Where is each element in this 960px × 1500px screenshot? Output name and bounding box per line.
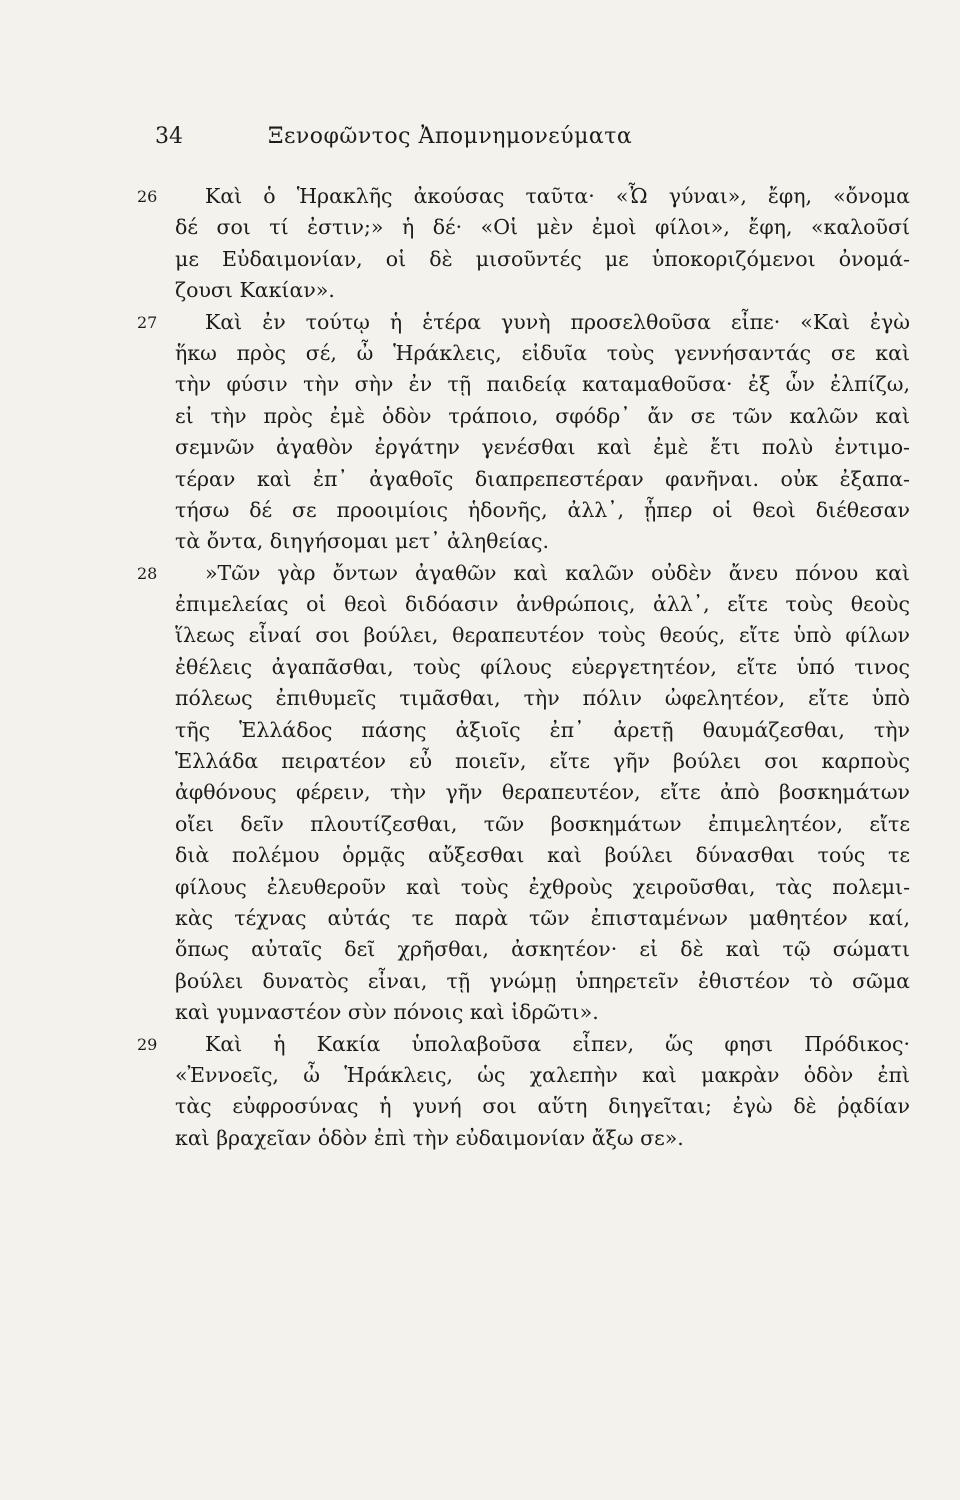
text-line: ἵλεως εἶναί σοι βούλει, θεραπευτέον τοὺς θεούς, εἴτε ὑπὸ φίλων [175, 623, 910, 648]
text-line: ὅπως αὐταῖς δεῖ χρῆσθαι, ἀσκητέον· εἰ δὲ καὶ τῷ σώματι [175, 937, 910, 962]
line-text: »Τῶν γὰρ ὄντων ἀγαθῶν καὶ καλῶν οὐδὲν ἄνευ πόνου καὶ [205, 560, 910, 585]
text-line: εἰ τὴν πρὸς ἐμὲ ὁδὸν τράποιο, σφόδρ᾽ ἄν σε τῶν καλῶν καὶ [175, 403, 910, 428]
text-line: βούλει δυνατὸς εἶναι, τῇ γνώμῃ ὑπηρετεῖν ἐθιστέον τὸ σῶμα [175, 968, 910, 993]
text-line: τῆς Ἑλλάδος πάσης ἀξιοῖς ἐπ᾽ ἀρετῇ θαυμάζεσθαι, τὴν [175, 717, 910, 742]
text-line: κὰς τέχνας αὐτάς τε παρὰ τῶν ἐπισταμένων μαθητέον καί, [175, 905, 910, 930]
text-line: σεμνῶν ἀγαθὸν ἐργάτην γενέσθαι καὶ ἐμὲ ἔτι πολὺ ἐντιμο- [175, 435, 910, 460]
section-number: 27 [137, 312, 158, 332]
text-line: φίλους ἐλευθεροῦν καὶ τοὺς ἐχθροὺς χειροῦσθαι, τὰς πολεμι- [175, 874, 910, 899]
text-line: ἐπιμελείας οἱ θεοὶ διδόασιν ἀνθρώποις, ἀλλ᾽, εἴτε τοὺς θεοὺς [175, 592, 910, 617]
text-line: διὰ πολέμου ὁρμᾷς αὔξεσθαι καὶ βούλει δύνασθαι τούς τε [175, 843, 910, 868]
section-number: 28 [137, 563, 158, 583]
text-line: τὴν φύσιν τὴν σὴν ἐν τῇ παιδείᾳ καταμαθοῦσα· ἐξ ὧν ἐλπίζω, [175, 372, 910, 397]
text-line [137, 181, 910, 212]
text-line: ἥκω πρὸς σέ, ὦ Ἡράκλεις, εἰδυῖα τοὺς γεννήσαντάς σε καὶ [175, 340, 910, 365]
text-line: δέ σοι τί ἐστιν;» ἡ δέ· «Οἱ μὲν ἐμοὶ φίλοι», ἔφη, «καλοῦσί [175, 215, 910, 240]
page-header [0, 122, 960, 162]
text-line [137, 307, 910, 338]
text-line: καὶ βραχεῖαν ὁδὸν ἐπὶ τὴν εὐδαιμονίαν ἄξω σε». [175, 1125, 684, 1150]
section-number: 29 [137, 1034, 158, 1054]
text-line: τέραν καὶ ἐπ᾽ ἀγαθοῖς διαπρεπεστέραν φανῆναι. οὐκ ἐξαπα- [175, 466, 910, 491]
text-line: τήσω δέ σε προοιμίοις ἡδονῆς, ἀλλ᾽, ᾗπερ οἱ θεοὶ διέθεσαν [175, 497, 910, 522]
text-line: ἐθέλεις ἀγαπᾶσθαι, τοὺς φίλους εὐεργετητέον, εἴτε ὑπό τινος [175, 654, 910, 679]
running-title: Ξενοφῶντος Ἀπομνημονεύματα [268, 124, 633, 149]
text-line: με Εὐδαιμονίαν, οἱ δὲ μισοῦντές με ὑποκοριζόμενοι ὀνομά- [175, 246, 910, 271]
text-line: πόλεως ἐπιθυμεῖς τιμᾶσθαι, τὴν πόλιν ὠφελητέον, εἴτε ὑπὸ [175, 686, 910, 711]
body-text [137, 181, 910, 1154]
text-line: «Ἐννοεῖς, ὦ Ἡράκλεις, ὡς χαλεπὴν καὶ μακρὰν ὁδὸν ἐπὶ [175, 1062, 910, 1087]
text-line: τὰς εὐφροσύνας ἡ γυνή σοι αὕτη διηγεῖται; ἐγὼ δὲ ῥᾳδίαν [175, 1094, 910, 1119]
line-text: Καὶ ἐν τούτῳ ἡ ἑτέρα γυνὴ προσελθοῦσα εἶπε· «Καὶ ἐγὼ [205, 309, 910, 334]
text-line: καὶ γυμναστέον σὺν πόνοις καὶ ἱδρῶτι». [175, 1000, 599, 1025]
text-line [137, 1029, 910, 1060]
text-line: τὰ ὄντα, διηγήσομαι μετ᾽ ἀληθείας. [175, 529, 549, 554]
page-number: 34 [155, 124, 183, 149]
line-text: Καὶ ὁ Ἡρακλῆς ἀκούσας ταῦτα· «Ὦ γύναι», ἔφη, «ὄνομα [205, 184, 910, 208]
line-text: Καὶ ἡ Κακία ὑπολαβοῦσα εἶπεν, ὥς φησι Πρόδικος· [205, 1031, 910, 1056]
text-line [137, 558, 910, 589]
text-line: ζουσι Κακίαν». [175, 278, 335, 303]
text-line: ἀφθόνους φέρειν, τὴν γῆν θεραπευτέον, εἴτε ἀπὸ βοσκημάτων [175, 780, 910, 805]
text-line: Ἑλλάδα πειρατέον εὖ ποιεῖν, εἴτε γῆν βούλει σοι καρποὺς [175, 749, 910, 774]
section-number: 26 [137, 187, 158, 206]
text-line: οἴει δεῖν πλουτίζεσθαι, τῶν βοσκημάτων ἐπιμελητέον, εἴτε [175, 811, 910, 836]
